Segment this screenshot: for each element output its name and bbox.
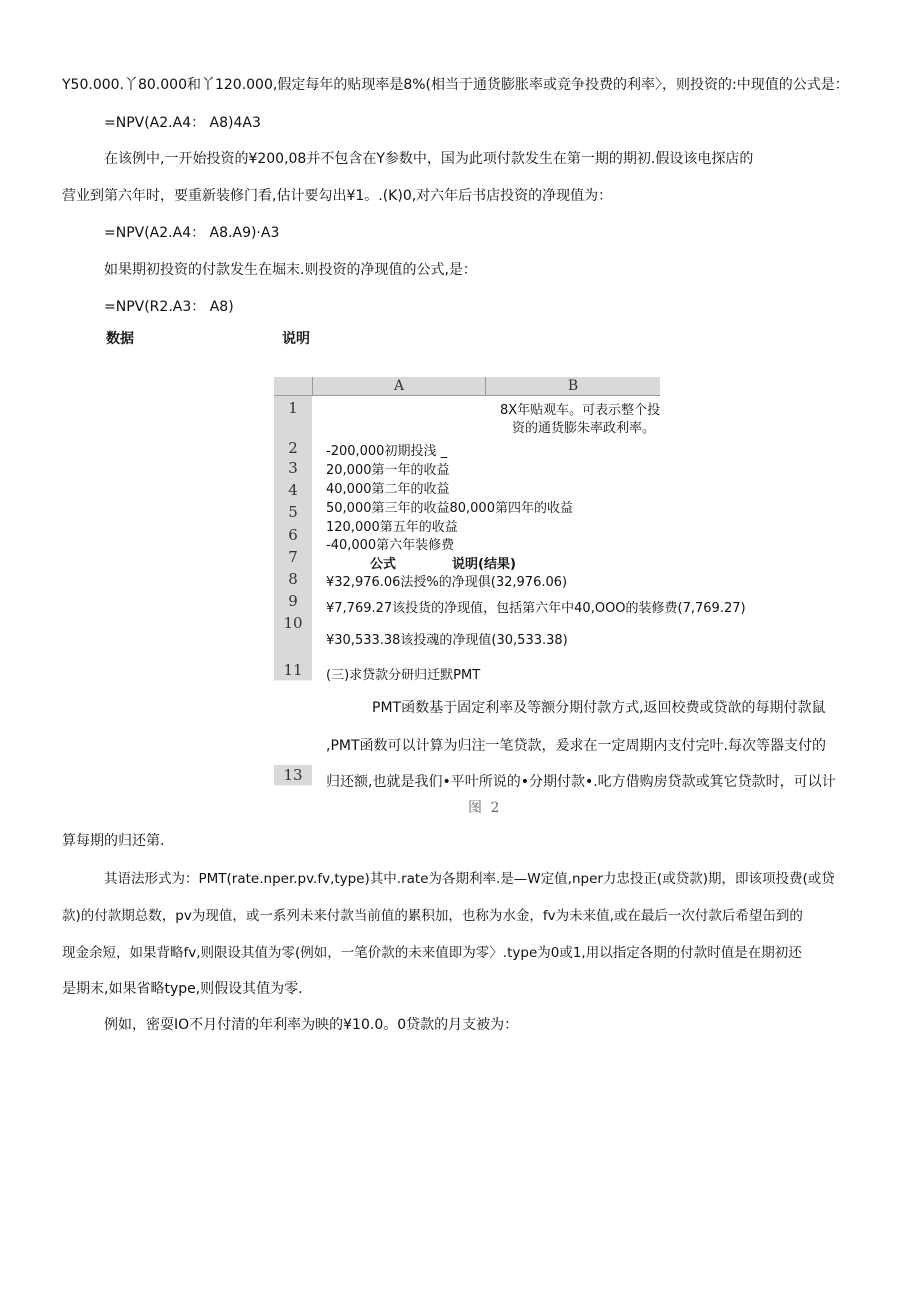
cell-a6: 120,000第五年的收益 [326, 520, 458, 535]
cell-b1-line2: 资的通货膨朱率政利率。 [512, 421, 656, 436]
row-number-9: 9 [274, 590, 312, 613]
paragraph-pmt-cont: 算每期的归还第. [62, 833, 165, 849]
paragraph-example-pmt: 例如，密耍IO不月付清的年利率为映的¥10.0。0贷款的月支被为： [104, 1017, 519, 1033]
row-number-5: 5 [274, 501, 312, 525]
row-number-1: 1 [274, 396, 312, 439]
cell-a4: 40,000第二年的收益 [326, 482, 450, 497]
row-number-4: 4 [274, 479, 312, 502]
paragraph-example-cont: 营业到第六年时，要重新装修门看,估计要勾出¥1。.(K)0,对六年后书店投资的净现值为： [62, 188, 613, 204]
pmt-paragraph-line1: PMT函数基于固定利率及等额分期付款方式,返回校费或贷歆的每期付款鼠 [372, 700, 826, 716]
paragraph-syntax-line1: 其语法形式为：PMT(rate.nper.pv.fv,type)其中.rate为各期利率.是—W定值,nper力忠投正(或贷款)期，即该项投费(或贷 [104, 871, 835, 887]
row-number-2: 2 [274, 438, 312, 459]
cell-b7-description-header: 说明(结果) [452, 557, 516, 572]
cell-a10: ¥30,533.38该投魂的净现值(30,533.38) [326, 633, 568, 648]
row-number-7: 7 [274, 546, 312, 569]
row-number-13: 13 [274, 765, 312, 786]
row-number-8: 8 [274, 568, 312, 591]
pmt-paragraph-line3: 归还额,也就是我们•平叶所说的•分期付款•.叱方借购房贷款或箕它贷款时，可以计 [326, 774, 836, 790]
formula-npv-3: =NPV(R2.A3： A8) [104, 299, 234, 315]
cell-a5: 50,000第三年的收益80,000第四年的收益 [326, 501, 573, 516]
pmt-paragraph-line2: ,PMT函数可以计算为归注一笔贷款，爰求在一定周期内支付完叶.每次等器支付的 [326, 738, 826, 754]
cell-a3: 20,000第一年的收益 [326, 463, 450, 478]
cell-a7-formula-header: 公式 [370, 557, 397, 572]
spreadsheet-column-header [274, 377, 660, 396]
formula-npv-2: =NPV(A2.A4： A8.A9)·A3 [104, 225, 280, 241]
formula-npv-1: =NPV(A2.A4： A8)4A3 [104, 115, 261, 131]
cell-a2: -200,000初期投浅 _ [326, 444, 448, 459]
paragraph-syntax-line2: 款)的付款期总数，pv为现值，或一系列未来付款当前值的累积加，也称为水金，fv为未来值,或在最后一次付款后希望缶到的 [62, 908, 803, 924]
paragraph-syntax-line3: 现金余短，如果背略fv,则限设其值为零(例如，一笔价款的未来值即为零〉.type为0或1,用以指定各期的付款时值是在期初还 [62, 945, 802, 961]
row-number-10: 10 [274, 612, 312, 657]
column-header-a: A [313, 377, 486, 395]
row-number-11: 11 [274, 656, 312, 681]
figure-caption: 图 2 [468, 800, 502, 816]
paragraph-syntax-line4: 是期末,如果省略type,则假设其值为零. [62, 981, 303, 997]
table-header-data: 数据 [106, 331, 134, 347]
cell-a9: ¥7,769.27该投货的净现值，包括第六年中40,OOO的装修费(7,769.27) [326, 601, 746, 616]
cell-a6b: -40,000第六年装修费 [326, 538, 455, 553]
cell-a11: (三)求贷款分研归迁默PMT [326, 668, 481, 683]
row-number-6: 6 [274, 524, 312, 547]
column-header-b: B [567, 378, 579, 394]
spreadsheet-corner [274, 377, 313, 395]
cell-b1-line1: 8X年贴观车。可表示整个投 [500, 403, 661, 418]
paragraph-example: 在该例中,一开始投资的¥200,08并不包含在Y参数中，国为此项付款发生在第一期的期初.假设该电探店的 [104, 151, 754, 167]
paragraph-end-period: 如果期初投资的付款发生在堀末.则投资的净现值的公式,是： [104, 262, 477, 278]
cell-a8: ¥32,976.06法授%的净现俱(32,976.06) [326, 575, 568, 590]
paragraph-npv-intro: Y50.000.丫80.000和丫120.000,假定每年的贴现率是8%(相当于通货膨胀率或竞争投费的利率〉，则投资的:中现值的公式是： [62, 77, 849, 93]
table-header-description: 说明 [282, 331, 310, 347]
row-number-3: 3 [274, 458, 312, 480]
